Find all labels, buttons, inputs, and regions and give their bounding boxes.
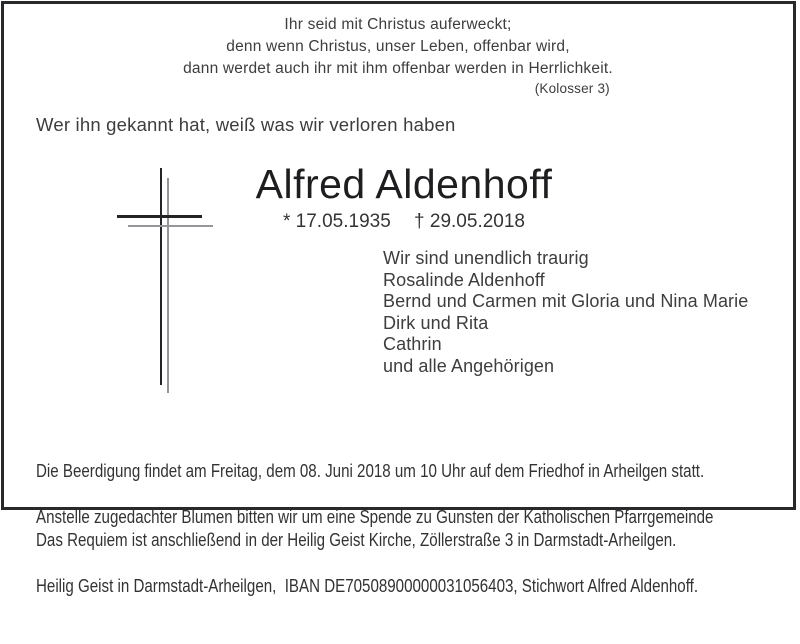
verse-line-2: denn wenn Christus, unser Leben, offenbar wird, xyxy=(226,38,570,55)
epigraph-line: Wer ihn gekannt hat, weiß was wir verloren haben xyxy=(36,114,456,135)
mourner-line: Rosalinde Aldenhoff xyxy=(383,269,545,290)
verse-line-1: Ihr seid mit Christus auferweckt; xyxy=(284,16,512,33)
funeral-info-line-1: Die Beerdigung findet am Freitag, dem 08. Juni 2018 um 10 Uhr auf dem Friedhof in Arheilgen statt. xyxy=(36,461,705,481)
death-date: † 29.05.2018 xyxy=(414,211,525,232)
birth-date: * 17.05.1935 xyxy=(283,211,391,232)
cross-horizontal-light-line xyxy=(128,225,213,227)
donation-info-line-1: Anstelle zugedachter Blumen bitten wir um eine Spende zu Gunsten der Katholischen Pfarrgemeinde xyxy=(36,507,714,527)
donation-info xyxy=(36,460,713,644)
life-dates xyxy=(243,211,565,233)
mourner-line: Cathrin xyxy=(383,334,442,354)
deceased-name: Alfred Aldenhoff xyxy=(255,161,553,207)
donation-info-line-2: Heilig Geist in Darmstadt-Arheilgen, IBAN DE70508900000031056403, Stichwort Alfred Aldenhoff. xyxy=(36,576,699,596)
funeral-info-line-2: Das Requiem ist anschließend in der Heilig Geist Kirche, Zöllerstraße 3 in Darmstadt-Arheilgen. xyxy=(36,530,677,550)
scripture-verse xyxy=(0,14,796,98)
cross-horizontal-dark-line xyxy=(117,215,202,218)
cross-vertical-dark-line xyxy=(160,168,162,385)
deceased-block xyxy=(243,161,565,233)
mourner-line: und alle Angehörigen xyxy=(383,355,555,376)
mourner-line: Dirk und Rita xyxy=(383,312,489,333)
verse-line-3: dann werdet auch ihr mit ihm offenbar werden in Herrlichkeit. xyxy=(183,60,613,77)
mourners-list xyxy=(383,248,748,377)
mourner-line: Bernd und Carmen mit Gloria und Nina Marie xyxy=(383,291,749,311)
verse-source: (Kolosser 3) xyxy=(534,81,610,96)
cross-vertical-light-line xyxy=(167,178,169,393)
mourner-line: Wir sind unendlich traurig xyxy=(383,248,589,268)
